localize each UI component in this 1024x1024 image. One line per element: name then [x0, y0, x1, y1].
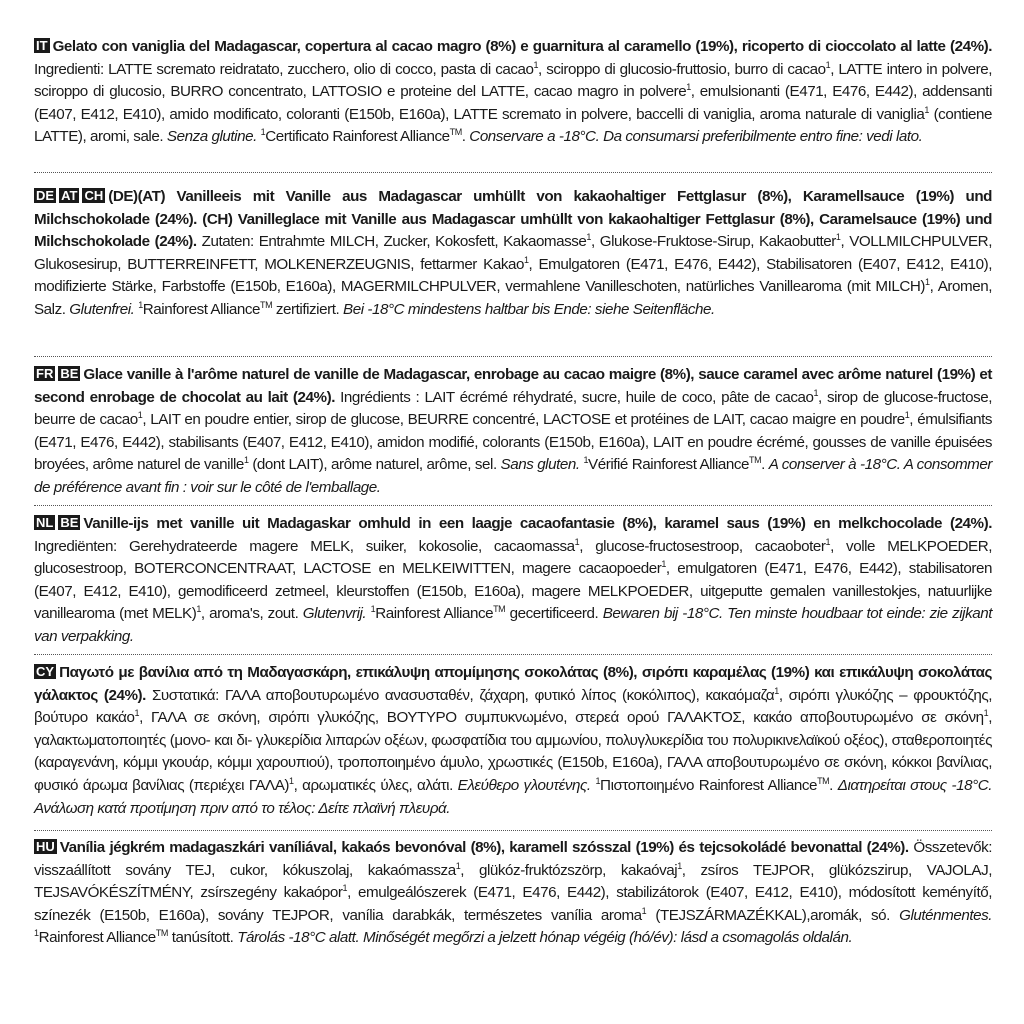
- section-de-at-ch: [34, 186, 992, 322]
- superscript-mark: 1: [243, 455, 249, 466]
- ingredient-text: , glükóz-fruktózszörp, kakaóvaj: [460, 861, 678, 879]
- section-divider: [34, 654, 992, 655]
- section-divider: [34, 830, 992, 831]
- ingredient-text: , Emulgatoren (E471, E476, E442), Stabilisatoren (E407, E412, E410), modifizierte Stärke, Farbstoffe (E150b, E160a), MAGERMILCHPULVER, vermahlene Vanilleschoten, natürliches Vanillearoma (mit MILCH): [34, 255, 992, 296]
- country-code-badge: BE: [60, 366, 79, 381]
- italic-note: A conserver à -18°C. A consommer de préférence avant fin : voir sur le côté de l'emballage.: [34, 456, 992, 496]
- ingredient-text: zertifiziert.: [272, 300, 344, 318]
- ingredient-text: Rainforest Alliance: [375, 605, 494, 623]
- ingredient-text: .: [461, 128, 470, 146]
- italic-note: Tárolás -18°C alatt. Minőségét megőrzi a jelzett hónap végéig (hó/év): lásd a csomagolás oldalán.: [237, 929, 853, 947]
- superscript-mark: 1: [825, 536, 831, 547]
- superscript-mark: 1: [196, 604, 201, 615]
- superscript-mark: TM: [155, 928, 168, 939]
- italic-note: Ελεύθερο γλουτένης.: [457, 776, 591, 794]
- superscript-mark: 1: [260, 127, 266, 138]
- ingredient-text: , sciroppo di glucosio-fruttosio, burro di cacao: [538, 60, 826, 78]
- superscript-mark: 1: [134, 708, 140, 719]
- ingredient-text: Ingrédients : LAIT écrémé réhydraté, sucre, huile de coco, pâte de cacao: [334, 388, 814, 406]
- ingredient-text: , émulsifiants (E471, E476, E442), stabilisants (E407, E412, E410), amidon modifié, colorants (E150b, E160a), LAIT en poudre écrémé, gousses de vanille épuisées broyées, arôme naturel de vanille: [34, 411, 992, 474]
- ingredient-text: Ingredienti: LATTE scremato reidratato, zucchero, olio di cocco, pasta di cacao: [34, 60, 534, 78]
- ingredient-text: Πιστοποιημένο Rainforest Alliance: [600, 776, 818, 794]
- ingredient-text: , glucose-fructosestroop, cacaoboter: [579, 537, 826, 555]
- superscript-mark: 1: [904, 410, 910, 421]
- ingredient-text: (dont LAIT), arôme naturel, arôme, sel.: [248, 456, 501, 474]
- ingredient-text: , emulgeálószerek (E471, E476, E442), stabilizátorok (E407, E412, E410), módosított keményítő, színezék (E150b, E160a), sovány TEJPOR, vanília darabkák, természetes vanília aroma: [34, 884, 993, 924]
- superscript-mark: TM: [260, 299, 273, 310]
- superscript-mark: 1: [983, 708, 989, 719]
- italic-note: Gluténmentes.: [899, 906, 992, 924]
- superscript-mark: 1: [370, 604, 376, 615]
- section-it: [34, 36, 992, 149]
- country-code-badge: HU: [36, 839, 55, 854]
- ingredient-text: Összetevők: visszaállított sovány TEJ, cukor, kókuszolaj, kakaómassza: [34, 839, 992, 879]
- superscript-mark: 1: [661, 559, 666, 570]
- ingredient-text: (contiene LATTE), aromi, sale.: [34, 105, 993, 146]
- section-divider: [34, 356, 992, 357]
- ingredient-text: , emulgatoren (E471, E476, E442), stabilisatoren (E407, E412, E410), gemodificeerd zetmeel, kleurstoffen (E150b, E160a), magere MELKPOEDER, uitgeputte gemalen vanillestokjes, natuurlijke vanillearoma (met MELK): [34, 560, 992, 623]
- ingredient-text: , volle MELKPOEDER, glucosestroop, BOTERCONCENTRAAT, LACTOSE en MELKEIWITTEN, magere cacaopoeder: [34, 537, 992, 578]
- country-code-badge: CH: [84, 188, 104, 203]
- superscript-mark: 1: [342, 883, 348, 894]
- italic-note: Sans gluten.: [500, 456, 580, 474]
- product-title: Vanille-ijs met vanille uit Madagaskar omhuld in een laagje cacaofantasie (8%), karamel saus (19%) en melkchocolade (24%).: [83, 515, 992, 532]
- superscript-mark: 1: [583, 455, 589, 466]
- product-title: Παγωτό με βανίλια από τη Μαδαγασκάρη, επικάλυψη απομίμησης σοκολάτας (8%), σιρόπι καραμέλας (19%) και επικάλυψη σοκολάτας γάλακτος (24%).: [34, 664, 992, 704]
- superscript-mark: 1: [34, 928, 39, 939]
- product-title: Gelato con vaniglia del Madagascar, copertura al cacao magro (8%) e guarnitura al caramello (19%), ricoperto di cioccolato al latte (24%).: [52, 38, 992, 55]
- italic-note: Bei -18°C mindestens haltbar bis Ende: siehe Seitenfläche.: [343, 300, 715, 318]
- ingredient-text: Zutaten: Entrahmte MILCH, Zucker, Kokosfett, Kakaomasse: [196, 233, 587, 251]
- section-nl-be: [34, 513, 992, 649]
- ingredient-text: .: [761, 456, 769, 474]
- italic-note: Διατηρείται στους -18°C. Ανάλωση κατά προτίμηση πριν από το τέλος: Δείτε πλαϊνή πλευρά.: [34, 776, 993, 817]
- italic-note: Glutenfrei.: [69, 300, 135, 318]
- ingredient-text: Ingrediënten: Gerehydrateerde magere MELK, suiker, kokosolie, cacaomassa: [34, 537, 575, 555]
- ingredient-text: , LATTE intero in polvere, sciroppo di glucosio, BURRO concentrato, LATTOSIO e proteine del LATTE, cacao magro in polvere: [34, 60, 992, 101]
- superscript-mark: 1: [677, 860, 682, 871]
- superscript-mark: 1: [574, 536, 580, 547]
- superscript-mark: 1: [455, 860, 461, 871]
- country-code-badge: AT: [61, 188, 78, 203]
- italic-note: Bewaren bij -18°C. Ten minste houdbaar tot einde: zie zijkant van verpakking.: [34, 605, 992, 645]
- superscript-mark: 1: [813, 387, 819, 398]
- superscript-mark: 1: [289, 775, 294, 786]
- ingredient-text: , Aromen, Salz.: [34, 278, 992, 318]
- country-code-badge: FR: [36, 366, 54, 381]
- ingredient-text: Rainforest Alliance: [142, 300, 261, 318]
- ingredient-text: , LAIT en poudre entier, sirop de glucose, BEURRE concentré, LACTOSE et protéines de LAIT, cacao maigre en poudre: [142, 411, 905, 429]
- superscript-mark: 1: [138, 299, 143, 310]
- superscript-mark: 1: [586, 232, 591, 243]
- italic-note: Glutenvrij.: [302, 605, 367, 623]
- italic-note: Senza glutine.: [166, 128, 257, 146]
- ingredient-text: , emulsionanti (E471, E476, E442), addensanti (E407, E412, E410), amido modificato, coloranti (E150b, E160a), LATTE scremato in polvere, baccelli di vaniglia, aroma naturale di vaniglia: [34, 83, 992, 123]
- ingredient-text: , zsíros TEJPOR, glükózszirup, VAJOLAJ, TEJSAVÓKÉSZÍTMÉNY, zsírszegény kakaópor: [34, 861, 993, 902]
- ingredient-text: Vérifié Rainforest Alliance: [588, 456, 750, 474]
- country-code-badge: DE: [36, 188, 55, 203]
- ingredient-text: .: [829, 776, 838, 794]
- country-code-badge: CY: [36, 664, 55, 679]
- product-title: Glace vanille à l'arôme naturel de vanille de Madagascar, enrobage au cacao maigre (8%), sauce caramel avec arôme naturel (19%) et second enrobage de chocolat au lait (24%).: [34, 366, 992, 406]
- superscript-mark: 1: [835, 232, 841, 243]
- ingredient-text: gecertificeerd.: [505, 605, 603, 623]
- section-cy: [34, 662, 992, 820]
- country-code-badge: IT: [36, 38, 48, 53]
- superscript-mark: 1: [774, 685, 779, 696]
- superscript-mark: 1: [825, 59, 831, 70]
- section-fr-be: [34, 364, 992, 500]
- section-divider: [34, 505, 992, 506]
- ingredient-text: , σιρόπι γλυκόζης – φρουκτόζης, βούτυρο κακάο: [34, 686, 992, 727]
- ingredient-text: , Glukose-Fruktose-Sirup, Kakaobutter: [590, 233, 836, 251]
- superscript-mark: 1: [686, 82, 691, 93]
- ingredient-text: , aroma's, zout.: [200, 605, 303, 623]
- superscript-mark: TM: [449, 127, 462, 138]
- ingredient-text: tanúsított.: [167, 929, 238, 947]
- superscript-mark: 1: [924, 104, 929, 115]
- superscript-mark: 1: [137, 410, 143, 421]
- ingredient-text: Rainforest Alliance: [38, 929, 156, 947]
- section-hu: [34, 837, 992, 950]
- superscript-mark: TM: [817, 775, 830, 786]
- italic-note: Conservare a -18°C. Da consumarsi preferibilmente entro fine: vedi lato.: [469, 128, 923, 146]
- product-title: Vanília jégkrém madagaszkári vaníliával, kakaós bevonóval (8%), karamell szósszal (19%) és tejcsokoládé bevonattal (24%).: [59, 839, 909, 856]
- ingredient-text: Certificato Rainforest Alliance: [265, 128, 450, 146]
- ingredient-text: Συστατικά: ΓΑΛΑ αποβουτυρωμένο ανασυσταθέν, ζάχαρη, φυτικό λίπος (κοκόλιπος), κακαόμαζα: [145, 686, 775, 704]
- product-title: (DE)(AT) Vanilleeis mit Vanille aus Madagascar umhüllt von kakaohaltiger Fettglasur (8%), Karamellsauce (19%) und Milchschokolade (24%). (CH) Vanilleglace mit Vanille aus Madagascar umhüllt von kakaohaltiger Fettglasur (8%), Caramelsauce (19%) und Milchschokolade (24%).: [34, 188, 992, 251]
- ingredient-text: , γαλακτωματοποιητές (μονο- και δι- γλυκερίδια λιπαρών οξέων, φωσφατίδια του αμμωνίου, πολυγλυκερίδια του πολυρικινελαϊκού οξέος), σταθεροποιητές (καραγενάνη, κόμμι γκουάρ, κόμμι χαρουπιού), τροποποιημένο άμυλο, χρωστικές (E150b, E160a), ΓΑΛΑ αποβουτυρωμένο σε σκόνη, κόκκοι βανίλιας, φυσικό άρωμα βανίλιας (περιέχει ΓΑΛΑ): [34, 709, 993, 794]
- superscript-mark: 1: [641, 905, 647, 916]
- ingredient-text: , VOLLMILCHPULVER, Glukosesirup, BUTTERREINFETT, MOLKENERZEUGNIS, fettarmer Kakao: [34, 233, 992, 273]
- superscript-mark: 1: [533, 59, 539, 70]
- superscript-mark: 1: [595, 775, 601, 786]
- ingredient-text: (TEJSZÁRMAZÉKKAL),aromák, só.: [646, 906, 900, 924]
- ingredient-text: , αρωματικές ύλες, αλάτι.: [293, 776, 458, 794]
- superscript-mark: TM: [749, 455, 762, 466]
- superscript-mark: 1: [523, 254, 529, 265]
- ingredient-text: , ΓΑΛΑ σε σκόνη, σιρόπι γλυκόζης, ΒΟΥΤΥΡΟ συμπυκνωμένο, στερεά ορού ΓΑΛΑΚΤΟΣ, κακάο αποβουτυρωμένο σε σκόνη: [139, 709, 984, 727]
- superscript-mark: 1: [925, 277, 930, 288]
- country-code-badge: NL: [36, 515, 54, 530]
- section-divider: [34, 172, 992, 173]
- country-code-badge: BE: [60, 515, 79, 530]
- superscript-mark: TM: [493, 604, 506, 615]
- ingredient-text: , sirop de glucose-fructose, beurre de cacao: [34, 388, 992, 429]
